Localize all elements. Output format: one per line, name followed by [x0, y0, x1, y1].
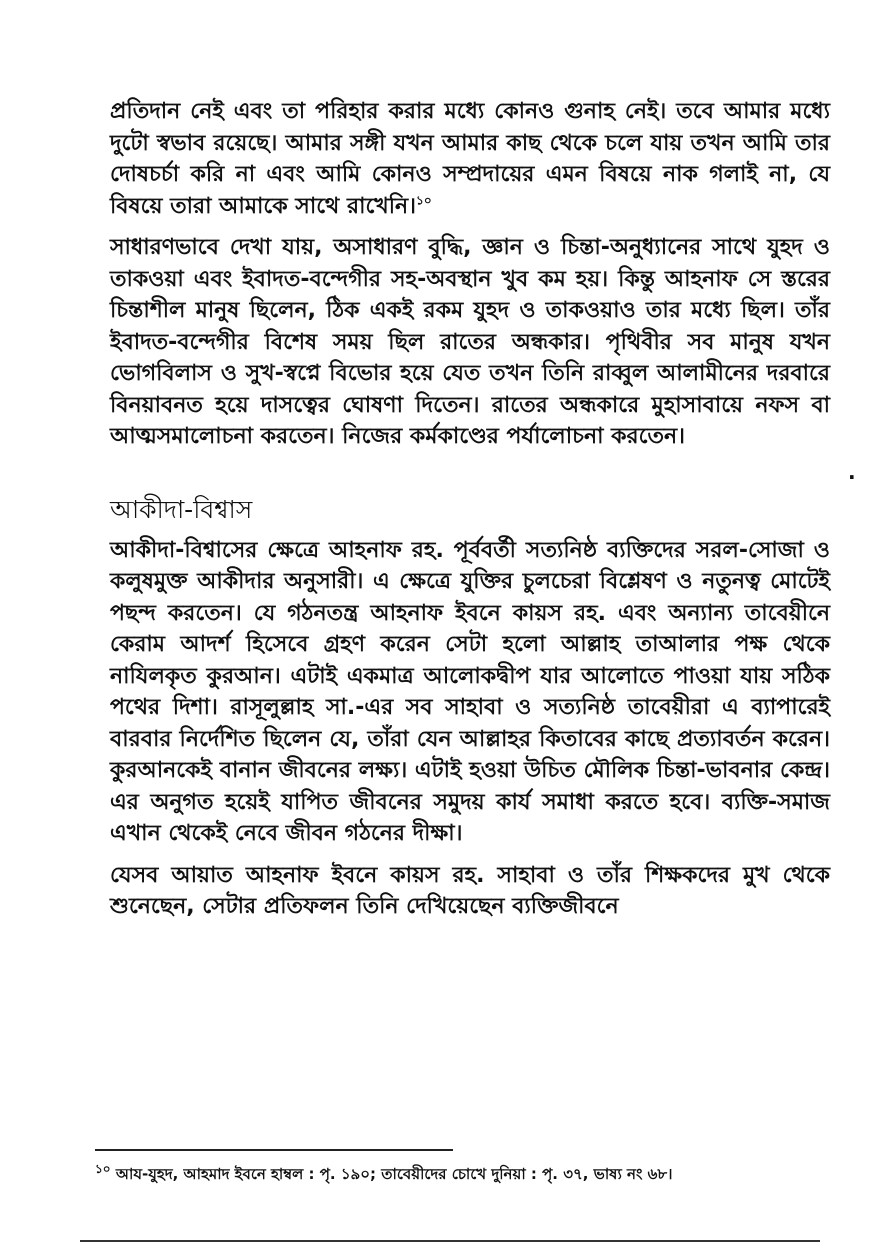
footnote-marker: ১০: [95, 1162, 111, 1176]
margin-mark: .: [848, 460, 856, 484]
footnote: [95, 1162, 825, 1186]
section-paragraph-2: যেসব আয়াত আহনাফ ইবনে কায়স রহ. সাহাবা ও তাঁর শিক্ষকদের মুখ থেকে শুনেছেন, সেটার প্রতিফলন তিনি দেখিয়েছেন ব্যক্তিজীবনে: [110, 862, 830, 919]
paragraph-1: [110, 96, 830, 222]
paragraph-2: সাধারণভাবে দেখা যায়, অসাধারণ বুদ্ধি, জ্ঞান ও চিন্তা-অনুধ্যানের সাথে যুহদ ও তাকওয়া এবং ইবাদত-বন্দেগীর সহ-অবস্থান খুব কম হয়। কিন্তু আহনাফ সে স্তরের চিন্তাশীল মানুষ ছিলেন, ঠিক একই রকম যুহদ ও তাকওয়াও তার মধ্যে ছিল। তাঁর ইবাদত-বন্দেগীর বিশেষ সময় ছিল রাতের অন্ধকার। পৃথিবীর সব মানুষ যখন ভোগবিলাস ও সুখ-স্বপ্নে বিভোর হয়ে যেত তখন তিনি রাব্বুল আলামীনের দরবারে বিনয়াবনত হয়ে দাসত্বের ঘোষণা দিতেন। রাতের অন্ধকারে মুহাসাবায়ে নফস বা আত্মসমালোচনা করতেন। নিজের কর্মকাণ্ডের পর্যালোচনা করতেন।: [110, 235, 830, 449]
section-paragraph-1: আকীদা-বিশ্বাসের ক্ষেত্রে আহনাফ রহ. পূর্ববর্তী সত্যনিষ্ঠ ব্যক্তিদের সরল-সোজা ও কলুষমুক্ত আকীদার অনুসারী। এ ক্ষেত্রে যুক্তির চুলচেরা বিশ্লেষণ ও নতুনত্ব মোটেই পছন্দ করতেন। যে গঠনতন্ত্র আহনাফ ইবনে কায়স রহ. এবং অন্যান্য তাবেয়ীনে কেরাম আদর্শ হিসেবে গ্রহণ করেন সেটা হলো আল্লাহ তাআলার পক্ষ থেকে নাযিলকৃত কুরআন। এটাই একমাত্র আলোকদ্বীপ যার আলোতে পাওয়া যায় সঠিক পথের দিশা। রাসূলুল্লাহ সা.-এর সব সাহাবা ও সত্যনিষ্ঠ তাবেয়ীরা এ ব্যাপারেই বারবার নির্দেশিত ছিলেন যে, তাঁরা যেন আল্লাহর কিতাবের কাছে প্রত্যাবর্তন করেন। কুরআনকেই বানান জীবনের লক্ষ্য। এটাই হওয়া উচিত মৌলিক চিন্তা-ভাবনার কেন্দ্র। এর অনুগত হয়েই যাপিত জীবনের সমুদয় কার্য সমাধা করতে হবে। ব্যক্তি-সমাজ এখান থেকেই নেবে জীবন গঠনের দীক্ষা।: [110, 537, 830, 846]
footnote-text: আয-যুহদ, আহমাদ ইবনে হাম্বল : পৃ. ১৯০; তাবেয়ীদের চোখে দুনিয়া : পৃ. ৩৭, ভাষ্য নং ৬৮।: [115, 1165, 673, 1183]
footnote-divider: [95, 1149, 453, 1151]
page-body: [110, 96, 830, 933]
page-bottom-rule: [80, 1240, 820, 1242]
section-heading: আকীদা-বিশ্বাস: [110, 494, 253, 524]
footnote-reference[interactable]: ১০: [416, 193, 432, 208]
paragraph-1-text: প্রতিদান নেই এবং তা পরিহার করার মধ্যে কোনও গুনাহ নেই। তবে আমার মধ্যে দুটো স্বভাব রয়েছে। আমার সঙ্গী যখন আমার কাছ থেকে চলে যায় তখন আমি তার দোষচর্চা করি না এবং আমি কোনও সম্প্রদায়ের এমন বিষয়ে নাক গলাই না, যে বিষয়ে তারা আমাকে সাথে রাখেনি।: [110, 99, 830, 219]
